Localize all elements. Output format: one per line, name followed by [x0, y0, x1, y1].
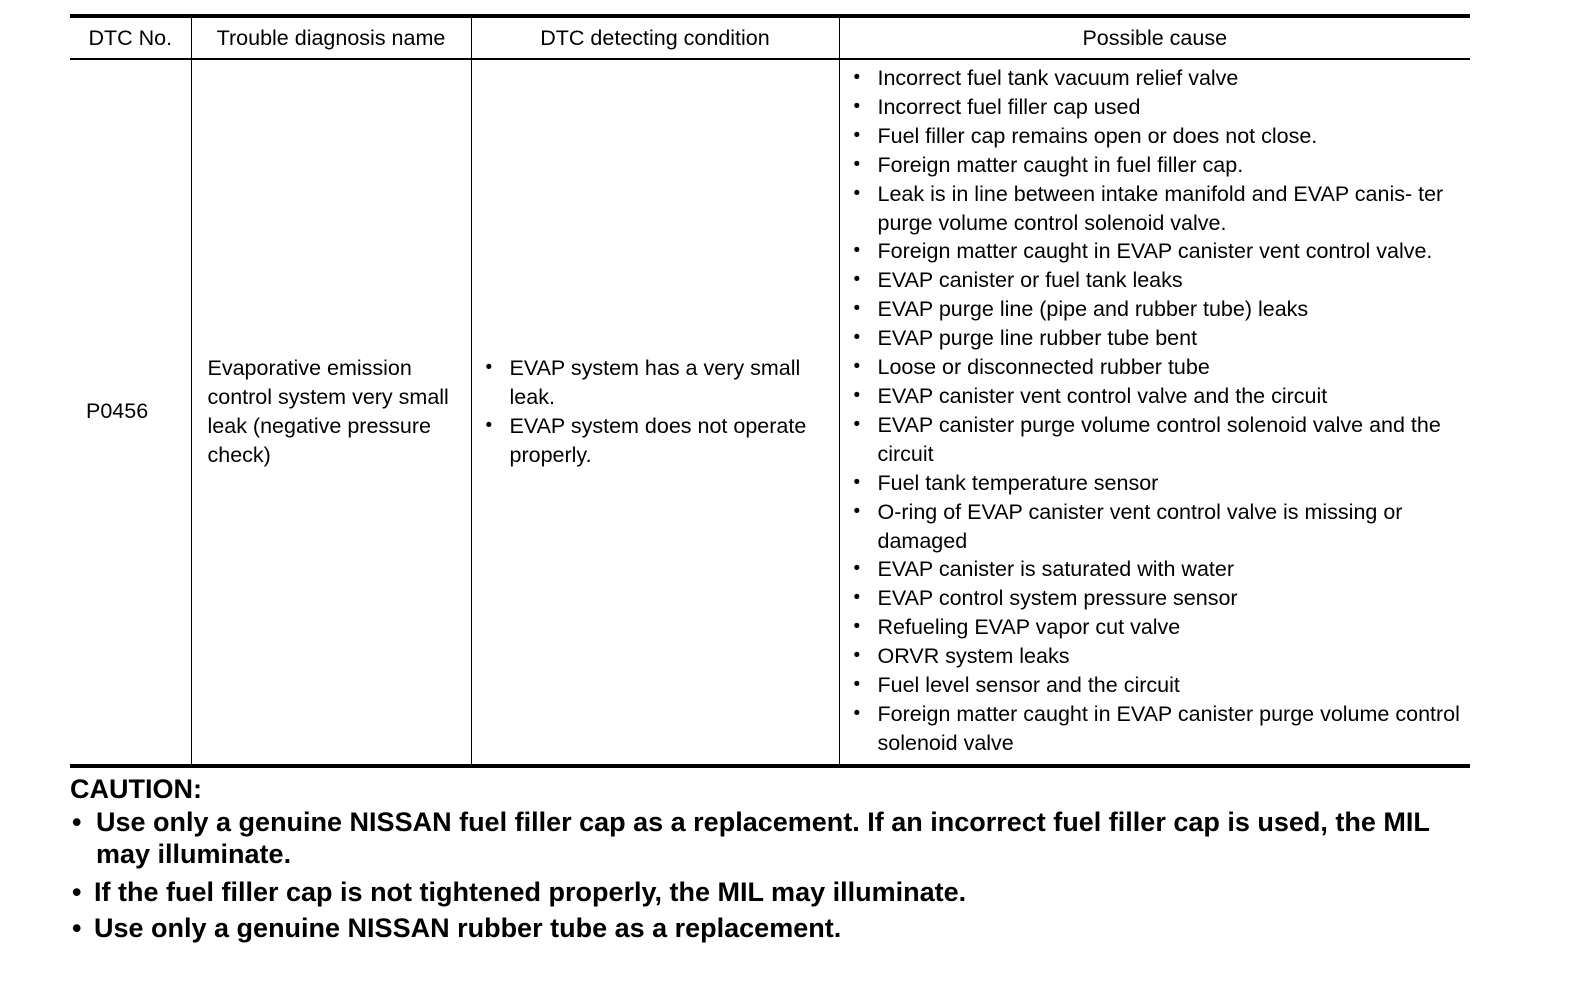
caution-list: [70, 806, 1470, 944]
header-dtc-detecting-condition: DTC detecting condition: [471, 16, 839, 59]
detecting-condition-cell: [471, 59, 839, 766]
dtc-table: [70, 14, 1470, 768]
condition-list: [486, 354, 829, 470]
cause-item: • EVAP canister or fuel tank leaks: [854, 266, 1461, 295]
cause-item: • Refueling EVAP vapor cut valve: [854, 613, 1461, 642]
dtc-code: P0456: [86, 399, 149, 424]
caution-item: • If the fuel filler cap is not tightened properly, the MIL may illuminate.: [70, 876, 1470, 908]
table-header: [70, 16, 1470, 59]
cause-item: • O-ring of EVAP canister vent control valve is missing or damaged: [854, 498, 1461, 556]
header-trouble-diagnosis-name: Trouble diagnosis name: [191, 16, 471, 59]
caution-item: • Use only a genuine NISSAN rubber tube as a replacement.: [70, 912, 1470, 944]
table-body: [70, 59, 1470, 766]
cause-item: • EVAP control system pressure sensor: [854, 584, 1461, 613]
cause-item: • EVAP canister purge volume control solenoid valve and the circuit: [854, 411, 1461, 469]
header-row: [70, 16, 1470, 59]
cause-item: • EVAP canister vent control valve and the circuit: [854, 382, 1461, 411]
cause-item: • Incorrect fuel filler cap used: [854, 93, 1461, 122]
condition-item: • EVAP system does not operate properly.: [486, 412, 829, 470]
cause-item: • Loose or disconnected rubber tube: [854, 353, 1461, 382]
caution-item: • Use only a genuine NISSAN fuel filler cap as a replacement. If an incorrect fuel filler cap is used, the MIL may illuminate.: [70, 806, 1470, 870]
header-dtc-no: DTC No.: [70, 16, 191, 59]
cause-item: • Foreign matter caught in EVAP canister vent control valve.: [854, 237, 1461, 266]
cause-item: • Foreign matter caught in EVAP canister purge volume control solenoid valve: [854, 700, 1461, 758]
cause-item: • EVAP purge line rubber tube bent: [854, 324, 1461, 353]
table-row: [70, 59, 1470, 766]
cause-item: • Foreign matter caught in fuel filler cap.: [854, 151, 1461, 180]
cause-item: • EVAP canister is saturated with water: [854, 555, 1461, 584]
cause-item: • Incorrect fuel tank vacuum relief valve: [854, 64, 1461, 93]
cause-item: • EVAP purge line (pipe and rubber tube) leaks: [854, 295, 1461, 324]
cause-item: • Fuel tank temperature sensor: [854, 469, 1461, 498]
cause-item: • Leak is in line between intake manifold and EVAP canis- ter purge volume control solenoid valve.: [854, 180, 1461, 238]
trouble-diagnosis-name: Evaporative emission control system very small leak (negative pressure check): [191, 59, 471, 766]
cause-item: • Fuel filler cap remains open or does not close.: [854, 122, 1461, 151]
condition-item: • EVAP system has a very small leak.: [486, 354, 829, 412]
cause-list: [854, 64, 1461, 758]
caution-block: [70, 772, 1470, 944]
cause-item: • Fuel level sensor and the circuit: [854, 671, 1461, 700]
possible-cause-cell: [839, 59, 1470, 766]
caution-title: CAUTION:: [70, 773, 202, 804]
cause-item: • ORVR system leaks: [854, 642, 1461, 671]
header-possible-cause: Possible cause: [839, 16, 1470, 59]
document-page: [70, 14, 1470, 948]
